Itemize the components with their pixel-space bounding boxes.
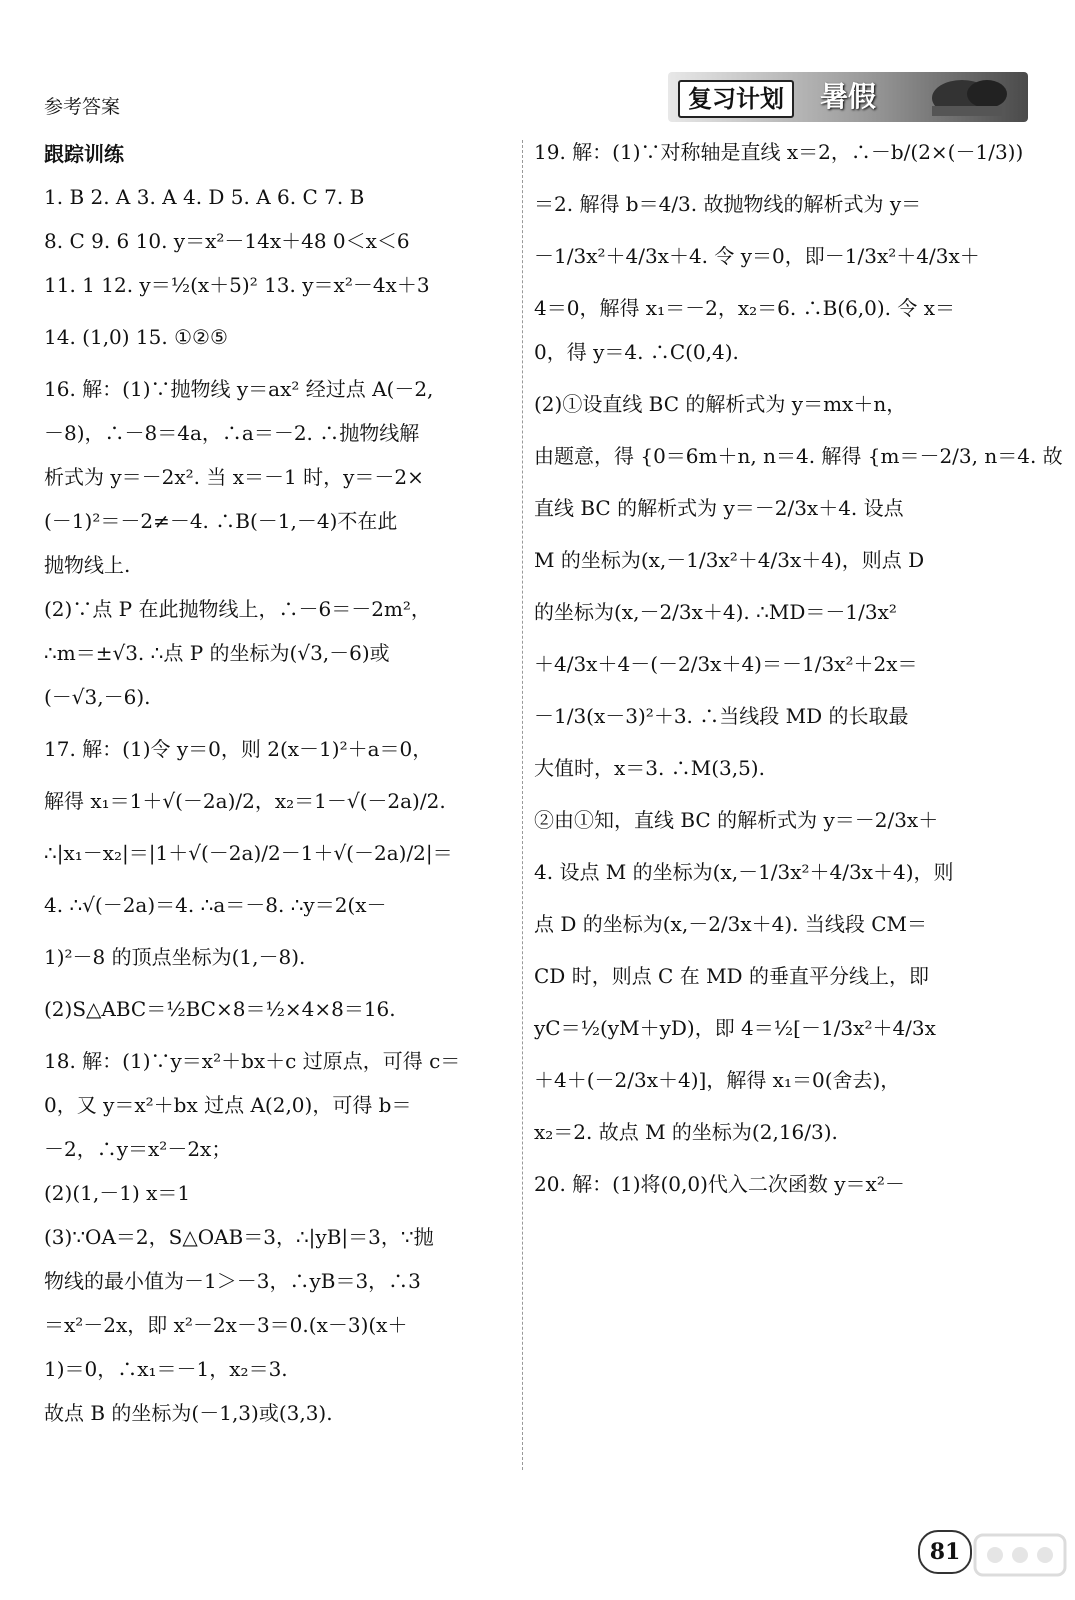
answer-line: (2)S△ABC＝½BC×8＝½×4×8＝16. [44,997,396,1021]
answer-line: 4. ∴√(－2a)＝4. ∴a＝－8. ∴y＝2(x－ [44,893,387,917]
answer-line: ＋4＋(－2/3x＋4)]，解得 x₁＝0(舍去)， [534,1068,901,1092]
answer-line: 1)＝0，∴x₁＝－1，x₂＝3. [44,1357,288,1381]
answer-line: (3)∵OA＝2，S△OAB＝3，∴|yB|＝3，∵抛 [44,1225,434,1249]
banner-main-title: 复习计划 [678,80,794,118]
answer-line: 0，又 y＝x²＋bx 过点 A(2,0)，可得 b＝ [44,1093,412,1117]
page-number: 81 [918,1530,972,1574]
answer-line: ②由①知，直线 BC 的解析式为 y＝－2/3x＋ [534,808,939,832]
answer-line: 大值时，x＝3. ∴M(3,5). [534,756,765,780]
answer-line: 由题意，得 {0＝6m＋n, n＝4. 解得 {m＝－2/3, n＝4. 故 [534,444,1063,468]
answer-line: ∴m＝±√3. ∴点 P 的坐标为(√3,－6)或 [44,641,390,665]
answer-line: －1/3(x－3)²＋3. ∴当线段 MD 的长取最 [534,704,909,728]
answer-line: 11. 1 12. y＝½(x＋5)² 13. y＝x²－4x＋3 [44,273,430,297]
answer-line: ∴|x₁－x₂|＝|1＋√(－2a)/2－1＋√(－2a)/2|＝ [44,841,453,865]
banner-sub-title: 暑假 [820,80,877,113]
answer-line: 直线 BC 的解析式为 y＝－2/3x＋4. 设点 [534,496,904,520]
answer-line: 故点 B 的坐标为(－1,3)或(3,3). [44,1401,333,1425]
answer-line: 点 D 的坐标为(x,－2/3x＋4). 当线段 CM＝ [534,912,928,936]
answer-line: 析式为 y＝－2x². 当 x＝－1 时，y＝－2× [44,465,424,489]
answer-line: 1. B 2. A 3. A 4. D 5. A 6. C 7. B [44,185,365,209]
answer-line: 14. (1,0) 15. ①②⑤ [44,325,228,349]
title-banner [668,72,1028,122]
answer-line: 0，得 y＝4. ∴C(0,4). [534,340,739,364]
answer-line: 物线的最小值为－1＞－3，∴yB＝3，∴3 [44,1269,421,1293]
right-column [534,138,1063,1214]
answer-line: (2)①设直线 BC 的解析式为 y＝mx＋n， [534,392,907,416]
answer-line: 1)²－8 的顶点坐标为(1,－8). [44,945,306,969]
answer-line: 8. C 9. 6 10. y＝x²－14x＋48 0＜x＜6 [44,229,410,253]
answer-line: ＝2. 解得 b＝4/3. 故抛物线的解析式为 y＝ [534,192,922,216]
section-title: 跟踪训练 [44,142,124,166]
answer-line: (－√3,－6). [44,685,151,709]
answer-line: －8)，∴－8＝4a，∴a＝－2. ∴抛物线解 [44,421,420,445]
answer-line: 4＝0，解得 x₁＝－2，x₂＝6. ∴B(6,0). 令 x＝ [534,296,956,320]
answer-line: M 的坐标为(x,－1/3x²＋4/3x＋4)，则点 D [534,548,925,572]
answer-line: yC＝½(yM＋yD)，即 4＝½[－1/3x²＋4/3x [534,1016,936,1040]
answer-line: (－1)²＝－2≠－4. ∴B(－1,－4)不在此 [44,509,398,533]
answer-line: 抛物线上. [44,553,131,577]
answer-line: 解得 x₁＝1＋√(－2a)/2，x₂＝1－√(－2a)/2. [44,789,446,813]
left-column [44,138,509,1443]
answer-line: (2)∵点 P 在此抛物线上，∴－6＝－2m²， [44,597,431,621]
answer-line: x₂＝2. 故点 M 的坐标为(2,16/3). [534,1120,838,1144]
section-label: 参考答案 [44,96,121,118]
answer-line: ＝x²－2x，即 x²－2x－3＝0.(x－3)(x＋ [44,1313,408,1337]
answer-line: 19. 解：(1)∵对称轴是直线 x＝2，∴－b/(2×(－1/3)) [534,140,1024,164]
answer-line: CD 时，则点 C 在 MD 的垂直平分线上，即 [534,964,929,988]
answer-line: (2)(1,－1) x＝1 [44,1181,191,1205]
answer-line: －1/3x²＋4/3x＋4. 令 y＝0，即－1/3x²＋4/3x＋ [534,244,980,268]
column-divider [522,140,523,1470]
answer-line: ＋4/3x＋4－(－2/3x＋4)＝－1/3x²＋2x＝ [534,652,918,676]
banner-decoration-icon [892,76,1012,120]
answer-line: 16. 解：(1)∵抛物线 y＝ax² 经过点 A(－2, [44,377,434,401]
answer-line: 17. 解：(1)令 y＝0，则 2(x－1)²＋a＝0， [44,737,433,761]
answer-line: 4. 设点 M 的坐标为(x,－1/3x²＋4/3x＋4)，则 [534,860,954,884]
answer-line: 的坐标为(x,－2/3x＋4). ∴MD＝－1/3x² [534,600,897,624]
watermark-logo-icon [970,1520,1070,1590]
answer-line: －2，∴y＝x²－2x； [44,1137,232,1161]
answer-line: 18. 解：(1)∵y＝x²＋bx＋c 过原点，可得 c＝ [44,1049,461,1073]
answer-line: 20. 解：(1)将(0,0)代入二次函数 y＝x²－ [534,1172,905,1196]
